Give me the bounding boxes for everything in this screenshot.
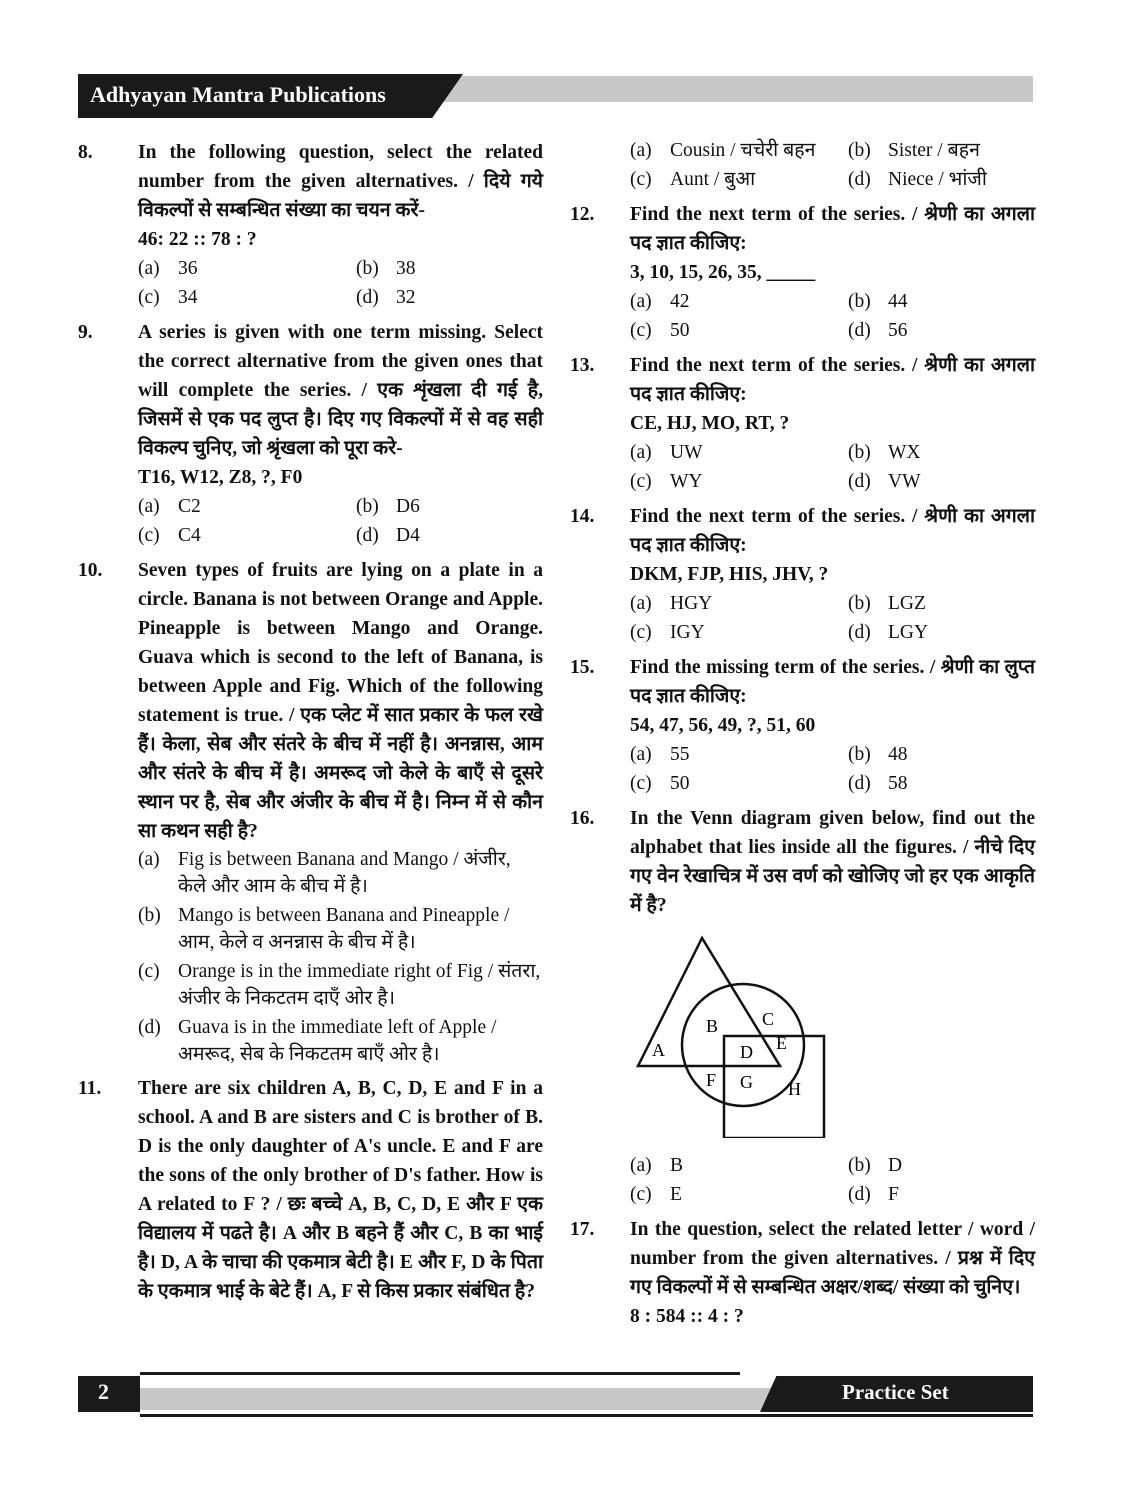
left-column [78,138,543,1312]
options-grid [630,438,1035,496]
question-number: 14. [570,506,595,527]
venn-diagram [630,928,830,1138]
options-grid [630,1151,1035,1209]
question-16 [570,804,1035,1209]
option-d[interactable]: (d) Guava is in the immediate left of Apple / अमरूद, सेब के निकटतम बाएँ ओर है। [138,1017,497,1065]
option-a[interactable]: (a) Cousin / चचेरी बहन [630,140,816,161]
question-number: 13. [570,355,595,376]
question-text: Find the next term of the series. / श्रेणी का अगला पद ज्ञात कीजिए: [630,355,1035,405]
question-expression: T16, W12, Z8, ?, F0 [138,467,303,488]
option-a[interactable]: (a) UW [630,442,703,463]
options-grid [630,589,1035,647]
options-grid [630,287,1035,345]
section-label: Practice Set [842,1380,949,1404]
venn-square [724,1036,824,1138]
option-b[interactable]: (b) LGZ [848,593,926,614]
option-b[interactable]: (b) Mango is between Banana and Pineapple / आम, केले व अनन्नास के बीच में है। [138,905,510,953]
question-text: Find the missing term of the series. / श्रेणी का लुप्त पद ज्ञात कीजिए: [630,657,1035,707]
question-9 [78,318,543,550]
question-number: 15. [570,657,595,678]
option-d[interactable]: (d) 56 [848,320,908,341]
option-b[interactable]: (b) D [848,1155,903,1176]
option-c[interactable]: (c) Aunt / बुआ [630,169,756,190]
question-10 [78,556,543,1068]
footer-rule-bottom [140,1414,1033,1417]
option-d[interactable]: (d) Niece / भांजी [848,169,987,190]
option-c[interactable]: (c) 34 [138,287,198,308]
question-number: 11. [78,1078,102,1099]
question-text: In the following question, select the related number from the given alternatives. / दिये गये विकल्पों से सम्बन्धित संख्या का चयन करें- [138,142,543,221]
question-14 [570,502,1035,647]
question-text: In the Venn diagram given below, find out the alphabet that lies inside all the figures. / नीचे दिए गए वेन रेखाचित्र में उस वर्ण को खोजिए जो हर एक आकृति में है? [630,808,1035,916]
option-c[interactable]: (c) C4 [138,525,201,546]
option-b[interactable]: (b) D6 [356,496,420,517]
option-c[interactable]: (c) Orange is in the immediate right of Fig / संतरा, अंजीर के निकटतम दाएँ ओर है। [138,961,541,1009]
option-b[interactable]: (b) Sister / बहन [848,140,980,161]
question-15 [570,653,1035,798]
option-b[interactable]: (b) 44 [848,291,908,312]
page-number-box [78,1376,140,1412]
venn-label-b: B [706,1016,719,1036]
option-a[interactable]: (a) 36 [138,258,198,279]
venn-label-d: D [740,1042,753,1062]
option-c[interactable]: (c) E [630,1184,682,1205]
option-c[interactable]: (c) WY [630,471,703,492]
question-text: There are six children A, B, C, D, E and F in a school. A and B are sisters and C is brother of B. D is the only daughter of A's uncle. E and F are the sons of the only brother of D's father. How is A related to F ? / छः बच्चे A, B, C, D, E और F एक विद्यालय में पढते है। A और B बहने हैं और C, B का भाई है। D, A के चाचा की एकमात्र बेटी है। E और F, D के पिता के एकमात्र भाई के बेटे हैं। A, F से किस प्रकार संबंधित है? [138,1078,543,1302]
option-a[interactable]: (a) C2 [138,496,201,517]
question-number: 16. [570,808,595,829]
question-number: 8. [78,142,93,163]
question-12 [570,200,1035,345]
option-b[interactable]: (b) WX [848,442,921,463]
option-d[interactable]: (d) 58 [848,773,908,794]
option-d[interactable]: (d) 32 [356,287,416,308]
options-grid [138,492,543,550]
question-expression: 3, 10, 15, 26, 35, _____ [630,262,816,283]
venn-label-e: E [776,1033,787,1053]
options-grid [138,254,543,312]
page-number: 2 [98,1379,109,1404]
question-8 [78,138,543,312]
question-number: 9. [78,322,93,343]
question-expression: 8 : 584 :: 4 : ? [630,1306,744,1327]
options-grid [630,136,1035,194]
option-d[interactable]: (d) VW [848,471,921,492]
option-d[interactable]: (d) D4 [356,525,420,546]
question-number: 12. [570,204,595,225]
option-d[interactable]: (d) LGY [848,622,929,643]
options-grid [630,740,1035,798]
option-b[interactable]: (b) 48 [848,744,908,765]
question-text: In the question, select the related letter / word / number from the given alternatives. / प्रश्न में दिए गए विकल्पों में से सम्बन्धित अक्षर/शब्द/ संख्या को चुनिए। [630,1219,1035,1298]
venn-label-c: C [762,1009,775,1029]
venn-label-f: F [706,1070,717,1090]
question-17 [570,1215,1035,1331]
question-text: Find the next term of the series. / श्रेणी का अगला पद ज्ञात कीजिए: [630,204,1035,254]
venn-label-a: A [652,1040,665,1060]
venn-label-g: G [740,1072,753,1092]
question-11-options [570,136,1035,194]
option-a[interactable]: (a) 42 [630,291,690,312]
option-c[interactable]: (c) 50 [630,320,690,341]
option-a[interactable]: (a) Fig is between Banana and Mango / अंजीर, केले और आम के बीच में है। [138,849,511,897]
publisher-name: Adhyayan Mantra Publications [90,82,386,107]
question-number: 17. [570,1219,595,1240]
option-d[interactable]: (d) F [848,1184,899,1205]
question-number: 10. [78,560,103,581]
option-a[interactable]: (a) 55 [630,744,690,765]
question-11 [78,1074,543,1306]
footer-rule-top [140,1372,740,1375]
question-text: Find the next term of the series. / श्रेणी का अगला पद ज्ञात कीजिए: [630,506,1035,556]
question-expression: DKM, FJP, HIS, JHV, ? [630,564,829,585]
option-a[interactable]: (a) HGY [630,593,713,614]
question-expression: 54, 47, 56, 49, ?, 51, 60 [630,715,816,736]
option-c[interactable]: (c) 50 [630,773,690,794]
option-a[interactable]: (a) B [630,1155,684,1176]
option-b[interactable]: (b) 38 [356,258,416,279]
question-text: A series is given with one term missing. Select the correct alternative from the given ones that will complete the series. / एक शृंखला दी गई है, जिसमें से एक पद लुप्त है। दिए गए विकल्पों में से वह सही विकल्प चुनिए, जो श्रृंखला को पूरा करे- [138,322,543,459]
question-text: Seven types of fruits are lying on a plate in a circle. Banana is not between Orange and Apple. Pineapple is between Mango and Orange. Guava which is second to the left of Banana, is between Apple and Fig. Which of the following statement is true. / एक प्लेट में सात प्रकार के फल रखे हैं। केला, सेब और संतरे के बीच में नहीं है। अनन्नास, आम और संतरे के बीच में है। अमरूद जो केले के बाएँ से दूसरे स्थान पर है, सेब और अंजीर के बीच में है। निम्न में से कौन सा कथन सही है? [138,560,543,842]
question-13 [570,351,1035,496]
question-expression: CE, HJ, MO, RT, ? [630,413,790,434]
right-column [570,136,1035,1337]
option-c[interactable]: (c) IGY [630,622,705,643]
question-expression: 46: 22 :: 78 : ? [138,229,257,250]
venn-label-h: H [788,1079,801,1099]
